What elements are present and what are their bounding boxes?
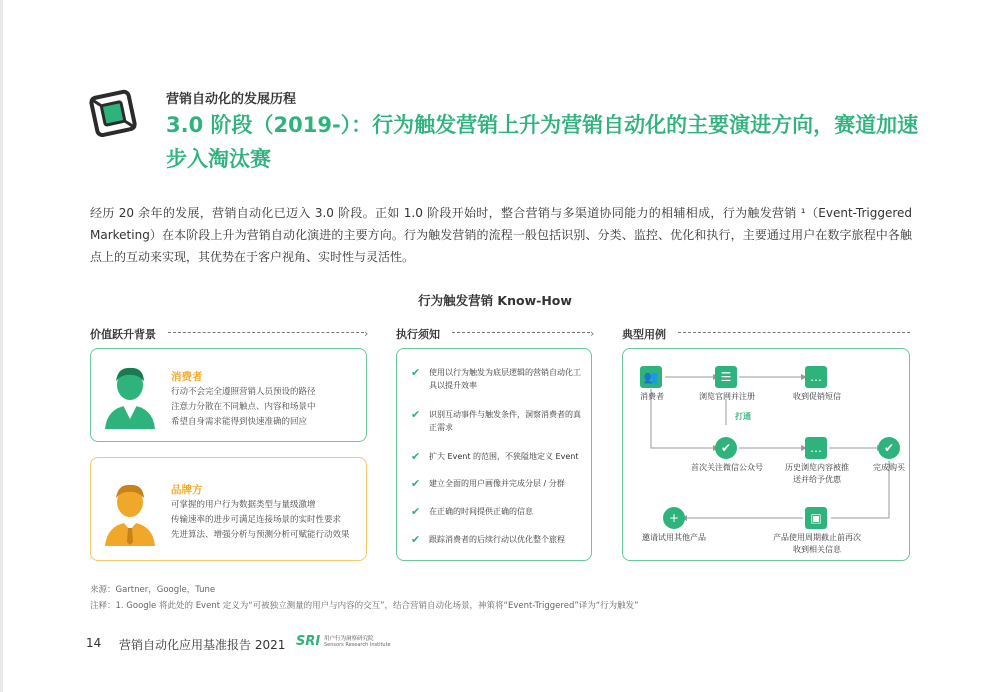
cube-logo-icon [86,84,144,142]
check-icon: ✔ [411,450,421,463]
brand-desc-2: 传输速率的进步可满足连接场景的实时性要求 [171,515,342,525]
check-icon: ✔ [411,505,421,518]
use-case-card [622,348,910,561]
section-header-tasks: 执行须知 [396,328,440,341]
check-icon: ✔ [411,533,421,546]
flow-node-invite: 邀请试用其他产品 [642,533,706,542]
page-edge [0,0,3,692]
chevron-right-icon: › [590,327,595,340]
brand-title: 品牌方 [171,484,203,496]
flow-node-register: 浏览官网并注册 [699,392,755,401]
task-text: 扩大 Event 的范围，不狭隘地定义 Event [429,452,579,461]
sri-logo-en: Sensors Research Institute [324,642,391,648]
flow-node-expire: 产品使用周期截止前再次收到相关信息 [773,533,861,554]
body-paragraph: 经历 20 余年的发展，营销自动化已迈入 3.0 阶段。正如 1.0 阶段开始时，整合营销与多渠道协同能力的相辅相成，行为触发营销 ¹（Event-Triggered Marketing）在本阶段上升为营销自动化演进的主要方向。行为触发营销的流程一般包括识别、分类、监控、优化和执行，主要通过用户在数字旅程中各触点上的互动来实现，其优势在于客户视角、实时性与灵活性。 [90,206,912,264]
task-text: 建立全面的用户画像并完成分层 / 分群 [429,479,565,488]
consumer-title: 消费者 [171,371,203,383]
footnote: 注释：1. Google 将此处的 Event 定义为“可被独立测量的用户与内容的交互”，结合营销自动化场景，神策将“Event-Triggered”译为“行为触发” [90,601,639,611]
check-circle-icon: ✔ [878,437,900,459]
check-icon: ✔ [411,366,421,379]
page-title: 3.0 阶段（2019-）：行为触发营销上升为营销自动化的主要演进方向，赛道加速步入淘汰赛 [166,113,919,171]
section-header-background: 价值跃升背景 [90,328,156,341]
flow-node-sms: 收到促销短信 [793,392,841,401]
footer-title: 营销自动化应用基准报告 2021 [119,638,286,652]
brand-card [90,457,367,561]
section-header-cases: 典型用例 [622,328,666,341]
dotted-divider [678,332,910,333]
task-text: 在正确的时间提供正确的信息 [429,507,533,516]
flow-node-wechat: 首次关注微信公众号 [691,463,763,472]
sri-logo-text: SRI [296,634,321,649]
brand-person-icon [101,478,159,546]
badge-check-icon: ✔ [715,437,737,459]
tasks-card [396,348,592,561]
flow-connect-label: 打通 [735,412,751,421]
people-icon: 👥 [640,366,662,388]
check-icon: ✔ [411,477,421,490]
page-number: 14 [86,636,102,650]
consumer-desc-2: 注意力分散在不同触点、内容和场景中 [171,402,316,412]
check-icon: ✔ [411,408,421,421]
flow-node-consumer: 消费者 [640,392,664,401]
dotted-divider [168,332,364,333]
chevron-right-icon: › [364,327,369,340]
flow-node-purchase: 完成购买 [873,463,905,472]
consumer-card [90,348,367,442]
plus-circle-icon: + [663,507,685,529]
sources-note: 来源：Gartner，Google，Tune [90,585,216,595]
task-text: 识别互动事件与触发条件，洞察消费者的真正需求 [429,410,581,432]
dotted-divider [452,332,590,333]
box-icon: ▣ [805,507,827,529]
sri-logo-cn: 用户行为洞察研究院 [324,636,374,642]
diagram-title: 行为触发营销 Know-How [418,293,572,308]
consumer-desc-1: 行动不会完全遵照营销人员预设的路径 [171,387,316,397]
sri-logo [296,634,392,654]
chat-icon: … [805,366,827,388]
brand-desc-3: 先进算法、增强分析与预测分析可赋能行动效果 [171,530,350,540]
consumer-desc-3: 希望自身需求能得到快速准确的回应 [171,417,308,427]
flow-node-push: 历史浏览内容被推送并给予优惠 [785,463,849,484]
task-text: 跟踪消费者的后续行动以优化整个旅程 [429,535,565,544]
task-text: 使用以行为触发为底层逻辑的营销自动化工具以提升效率 [429,368,581,390]
flow-connectors [623,349,911,562]
consumer-person-icon [101,361,159,429]
section-subtitle: 营销自动化的发展历程 [166,92,297,107]
chat-icon: … [805,437,827,459]
form-icon: ☰ [715,366,737,388]
brand-desc-1: 可掌握的用户行为数据类型与量级激增 [171,500,316,510]
